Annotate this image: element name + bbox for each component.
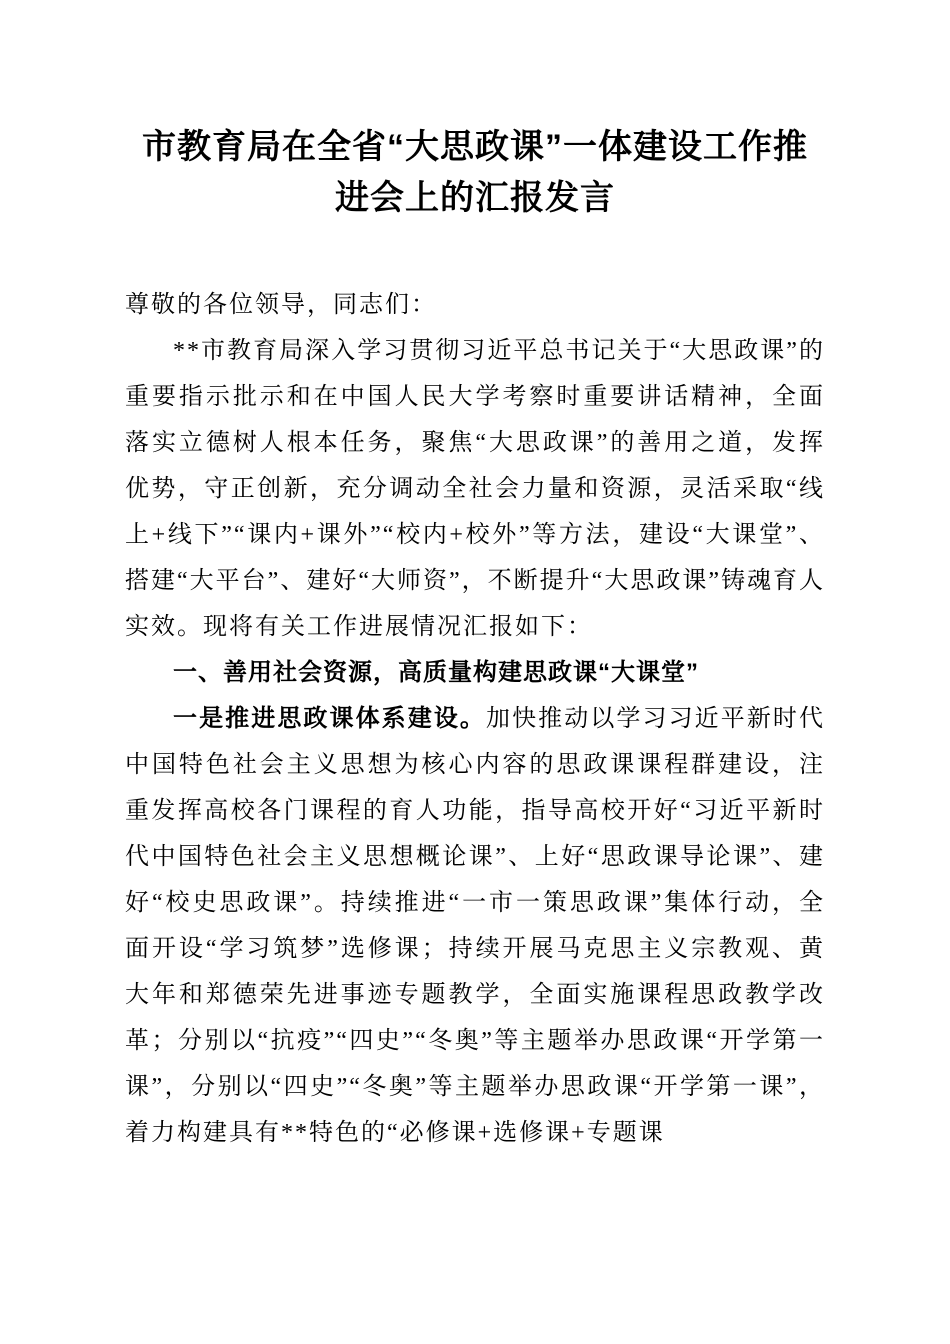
section-heading-1: 一、善用社会资源，高质量构建思政课“大课堂” [173, 659, 699, 686]
paragraph-1-text: 加快推动以学习习近平新时代中国特色社会主义思想为核心内容的思政课课程群建设，注重发挥高校各门课程的育人功能，指导高校开好“习近平新时代中国特色社会主义思想概论课”、上好“思政课导论课”、建好“校史思政课”。持续推进“一市一策思政课”集体行动，全面开设“学习筑梦”选修课；持续开展马克思主义宗教观、黄大年和郑德荣先进事迹专题教学，全面实施课程思政教学改革；分别以“抗疫”“四史”“冬奥”等主题举办思政课“开学第一课”，分别以“四史”“冬奥”等主题举办思政课“开学第一课”，着力构建具有**特色的“必修课+选修课+专题课 [125, 706, 825, 1146]
salutation: 尊敬的各位领导，同志们： [125, 292, 437, 318]
paragraph-1-lead: 一是推进思政课体系建设。 [173, 705, 486, 732]
document-title-line-1: 市教育局在全省“大思政课”一体建设工作推 [142, 128, 808, 166]
paragraph-intro: **市教育局深入学习贯彻习近平总书记关于“大思政课”的重要指示批示和在中国人民大学考察时重要讲话精神，全面落实立德树人根本任务，聚焦“大思政课”的善用之道，发挥优势，守正创新，充分调动全社会力量和资源，灵活采取“线上+线下”“课内+课外”“校内+校外”等方法，建设“大课堂”、搭建“大平台”、建好“大师资”，不断提升“大思政课”铸魂育人实效。现将有关工作进展情况汇报如下： [125, 338, 825, 640]
document-title [125, 122, 825, 224]
document-title-line-2: 进会上的汇报发言 [335, 179, 615, 217]
paragraph-1 [125, 696, 825, 1156]
